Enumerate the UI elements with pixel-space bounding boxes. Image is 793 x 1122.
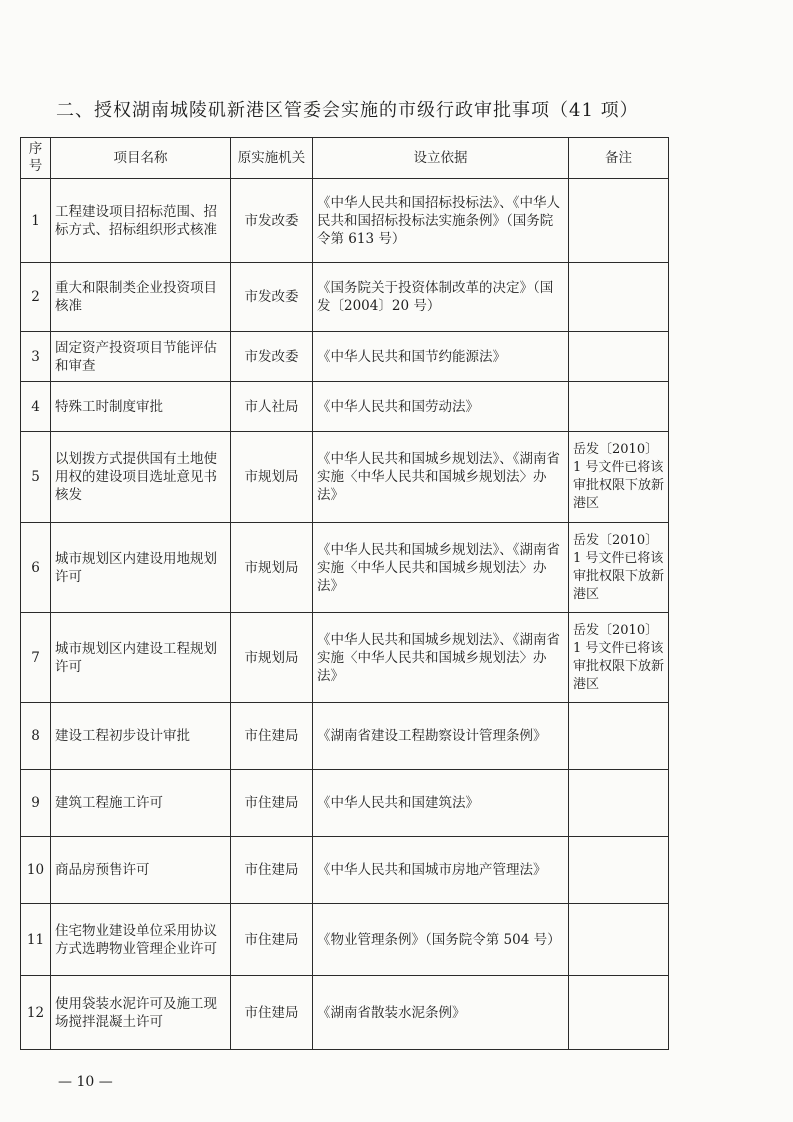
row-note: 岳发〔2010〕1 号文件已将该审批权限下放新港区 [569, 523, 669, 613]
row-name: 住宅物业建设单位采用协议方式选聘物业管理企业许可 [51, 904, 231, 976]
header-name: 项目名称 [51, 138, 231, 179]
header-note: 备注 [569, 138, 669, 179]
row-note [569, 703, 669, 770]
row-no: 1 [21, 179, 51, 263]
row-name: 商品房预售许可 [51, 837, 231, 904]
row-basis: 《国务院关于投资体制改革的决定》（国发〔2004〕20 号） [313, 263, 569, 332]
row-name: 重大和限制类企业投资项目核准 [51, 263, 231, 332]
row-no: 6 [21, 523, 51, 613]
row-note [569, 837, 669, 904]
table-row [21, 904, 669, 976]
row-org: 市住建局 [231, 837, 313, 904]
row-note [569, 382, 669, 432]
row-note [569, 263, 669, 332]
row-org: 市规划局 [231, 523, 313, 613]
row-basis: 《物业管理条例》（国务院令第 504 号） [313, 904, 569, 976]
row-no: 7 [21, 613, 51, 703]
row-basis: 《中华人民共和国招标投标法》、《中华人民共和国招标投标法实施条例》（国务院令第 613 号） [313, 179, 569, 263]
row-name: 城市规划区内建设工程规划许可 [51, 613, 231, 703]
row-no: 10 [21, 837, 51, 904]
row-org: 市住建局 [231, 770, 313, 837]
row-org: 市规划局 [231, 613, 313, 703]
row-no: 5 [21, 432, 51, 523]
row-no: 8 [21, 703, 51, 770]
table-header-row [21, 138, 669, 179]
row-note [569, 976, 669, 1050]
row-name: 建设工程初步设计审批 [51, 703, 231, 770]
table-row [21, 382, 669, 432]
row-note [569, 179, 669, 263]
row-basis: 《中华人民共和国建筑法》 [313, 770, 569, 837]
row-basis: 《中华人民共和国城乡规划法》、《湖南省实施〈中华人民共和国城乡规划法〉办法》 [313, 432, 569, 523]
row-name: 使用袋装水泥许可及施工现场搅拌混凝土许可 [51, 976, 231, 1050]
page-title: 二、授权湖南城陵矶新港区管委会实施的市级行政审批事项（41 项） [56, 100, 639, 121]
header-no: 序号 [21, 138, 51, 179]
table-row [21, 179, 669, 263]
row-org: 市规划局 [231, 432, 313, 523]
row-basis: 《中华人民共和国城乡规划法》、《湖南省实施〈中华人民共和国城乡规划法〉办法》 [313, 613, 569, 703]
header-basis: 设立依据 [313, 138, 569, 179]
row-no: 9 [21, 770, 51, 837]
row-org: 市住建局 [231, 976, 313, 1050]
row-note [569, 904, 669, 976]
row-note [569, 770, 669, 837]
row-name: 固定资产投资项目节能评估和审查 [51, 332, 231, 382]
table-row [21, 770, 669, 837]
row-name: 特殊工时制度审批 [51, 382, 231, 432]
row-note [569, 332, 669, 382]
row-note: 岳发〔2010〕1 号文件已将该审批权限下放新港区 [569, 613, 669, 703]
row-note: 岳发〔2010〕1 号文件已将该审批权限下放新港区 [569, 432, 669, 523]
row-org: 市住建局 [231, 703, 313, 770]
row-name: 建筑工程施工许可 [51, 770, 231, 837]
page-number: — 10 — [58, 1074, 113, 1090]
table-row [21, 703, 669, 770]
row-basis: 《中华人民共和国城市房地产管理法》 [313, 837, 569, 904]
table-row [21, 523, 669, 613]
row-name: 以划拨方式提供国有土地使用权的建设项目选址意见书核发 [51, 432, 231, 523]
table-row [21, 263, 669, 332]
row-no: 3 [21, 332, 51, 382]
row-org: 市发改委 [231, 263, 313, 332]
row-no: 2 [21, 263, 51, 332]
table-row [21, 976, 669, 1050]
table-row [21, 613, 669, 703]
row-basis: 《中华人民共和国劳动法》 [313, 382, 569, 432]
table-row [21, 432, 669, 523]
row-org: 市发改委 [231, 332, 313, 382]
row-name: 城市规划区内建设用地规划许可 [51, 523, 231, 613]
row-basis: 《中华人民共和国城乡规划法》、《湖南省实施〈中华人民共和国城乡规划法〉办法》 [313, 523, 569, 613]
row-basis: 《中华人民共和国节约能源法》 [313, 332, 569, 382]
row-name: 工程建设项目招标范围、招标方式、招标组织形式核准 [51, 179, 231, 263]
row-no: 11 [21, 904, 51, 976]
row-no: 12 [21, 976, 51, 1050]
row-basis: 《湖南省建设工程勘察设计管理条例》 [313, 703, 569, 770]
row-basis: 《湖南省散装水泥条例》 [313, 976, 569, 1050]
row-org: 市住建局 [231, 904, 313, 976]
approval-items-table [20, 137, 669, 1050]
row-org: 市发改委 [231, 179, 313, 263]
table-row [21, 332, 669, 382]
row-org: 市人社局 [231, 382, 313, 432]
table-row [21, 837, 669, 904]
row-no: 4 [21, 382, 51, 432]
header-org: 原实施机关 [231, 138, 313, 179]
